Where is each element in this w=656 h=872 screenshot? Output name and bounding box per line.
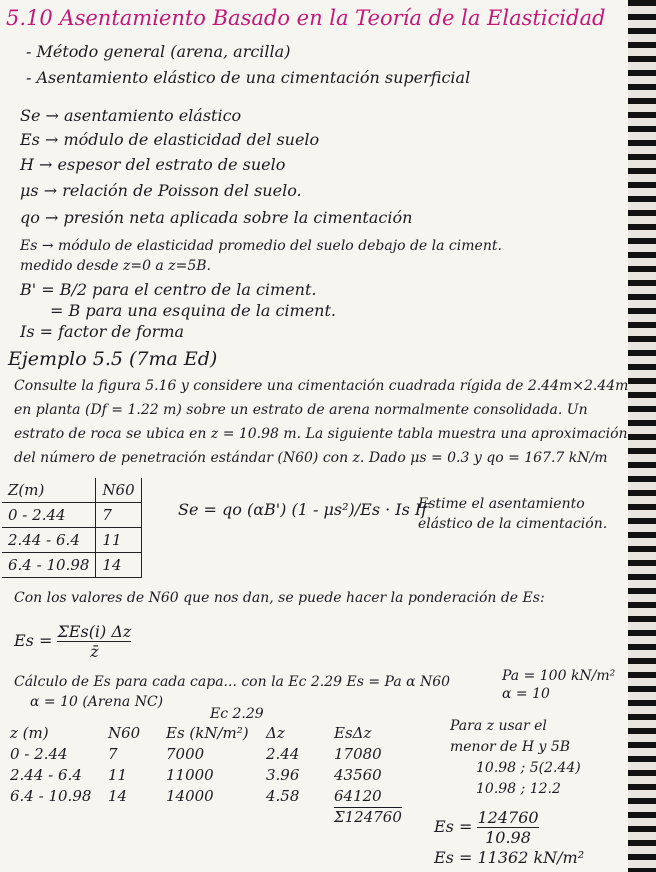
calc-header-es: Es (kN/m²): [166, 724, 249, 742]
calc-intro: Cálculo de Es para cada capa... con la Ec 2.29 Es = Pa α N60: [14, 674, 451, 690]
problem-line-1: Consulte la figura 5.16 y considere una cimentación cuadrada rígida de 2.44m×2.44m: [14, 378, 629, 394]
table-cell: 2.44 - 6.4: [2, 528, 96, 553]
definition-es: Es → módulo de elasticidad del suelo: [20, 130, 320, 149]
calc-cell: 6.4 - 10.98: [10, 787, 92, 805]
z-note-line: 10.98 ; 5(2.44): [476, 760, 581, 776]
settlement-formula: Se = qo (αB') (1 - μs²)/Es · Is If: [178, 500, 428, 519]
calc-header-n60: N60: [108, 724, 141, 742]
calc-sum: Σ124760: [334, 808, 402, 826]
table-header-z: Z(m): [2, 478, 96, 503]
calc-cell: 7: [108, 745, 118, 763]
calc-col-z: [10, 724, 91, 808]
calc-cell: 4.58: [266, 787, 300, 805]
example-title: Ejemplo 5.5 (7ma Ed): [8, 348, 218, 370]
weighting-denominator: z̄: [90, 642, 99, 661]
calc-col-dz: [266, 724, 299, 808]
result-numerator: 124760: [477, 808, 539, 827]
given-table: [2, 478, 142, 578]
table-row: [2, 478, 141, 503]
method-line-1: - Método general (arena, arcilla): [26, 42, 291, 61]
problem-line-3: estrato de roca se ubica en z = 10.98 m. La siguiente tabla muestra una aproximación: [14, 426, 628, 442]
calc-col-esdz: [334, 724, 402, 829]
calc-cell: 11: [108, 766, 128, 784]
calc-header-esdz: EsΔz: [334, 724, 372, 742]
definition-se: Se → asentamiento elástico: [20, 106, 242, 125]
calc-cell: 0 - 2.44: [10, 745, 68, 763]
result-denominator: 10.98: [485, 828, 531, 847]
definition-is: Is = factor de forma: [20, 322, 185, 341]
definition-qo: qo → presión neta aplicada sobre la cimentación: [20, 208, 413, 227]
table-cell: 7: [96, 503, 141, 528]
result-final: Es = 11362 kN/m²: [434, 848, 585, 867]
calc-cell: 3.96: [266, 766, 300, 784]
table-row: [2, 553, 141, 578]
z-note-line: Para z usar el: [450, 718, 547, 734]
estimate-line-2: elástico de la cimentación.: [418, 516, 608, 532]
weighting-lhs: Es =: [14, 631, 53, 650]
table-header-n60: N60: [96, 478, 141, 503]
calc-header-dz: Δz: [266, 724, 285, 742]
calc-col-es: [166, 724, 249, 808]
table-cell: 14: [96, 553, 141, 578]
calc-cell: 2.44: [266, 745, 300, 763]
table-row: [2, 528, 141, 553]
calc-cell: 2.44 - 6.4: [10, 766, 82, 784]
calc-cell: 64120: [334, 787, 382, 805]
calc-cell: 43560: [334, 766, 382, 784]
definition-b-corner: = B para una esquina de la ciment.: [50, 301, 336, 320]
calc-cell: 7000: [166, 745, 205, 763]
calc-cell: 11000: [166, 766, 214, 784]
weighting-formula: [14, 622, 131, 661]
z-note-line: menor de H y 5B: [450, 739, 571, 755]
definition-mus: μs → relación de Poisson del suelo.: [20, 181, 302, 200]
table-row: [2, 503, 141, 528]
table-cell: 6.4 - 10.98: [2, 553, 96, 578]
calc-cell: 17080: [334, 745, 382, 763]
definition-b-center: B' = B/2 para el centro de la ciment.: [20, 280, 317, 299]
estimate-line-1: Estime el asentamiento: [418, 496, 585, 512]
notebook-spiral: [628, 0, 656, 872]
calc-header-z: z (m): [10, 724, 49, 742]
result-lhs: Es =: [434, 817, 473, 836]
definition-es-range: medido desde z=0 a z=5B.: [20, 258, 211, 274]
alpha-line: α = 10 (Arena NC): [30, 694, 164, 710]
page-title: 5.10 Asentamiento Basado en la Teoría de la Elasticidad: [6, 6, 606, 30]
calc-col-n60: [108, 724, 140, 808]
result-fraction: [434, 808, 539, 847]
definition-es-prom: Es → módulo de elasticidad promedio del suelo debajo de la ciment.: [20, 238, 502, 254]
weighting-numerator: ΣEs(i) Δz: [57, 622, 132, 641]
definition-h: H → espesor del estrato de suelo: [20, 155, 286, 174]
method-line-2: - Asentamiento elástico de una cimentación superficial: [26, 68, 471, 87]
brace-pa: Pa = 100 kN/m²: [502, 668, 616, 684]
table-cell: 0 - 2.44: [2, 503, 96, 528]
problem-line-4: del número de penetración estándar (N60) con z. Dado μs = 0.3 y qo = 167.7 kN/m: [14, 450, 608, 466]
z-note: [450, 718, 581, 802]
brace-alpha: α = 10: [502, 686, 550, 702]
calc-cell: 14: [108, 787, 128, 805]
table-cell: 11: [96, 528, 141, 553]
ec-label: Ec 2.29: [210, 706, 264, 722]
weighting-text: Con los valores de N60 que nos dan, se puede hacer la ponderación de Es:: [14, 590, 545, 606]
z-note-line: 10.98 ; 12.2: [476, 781, 561, 797]
problem-line-2: en planta (Df = 1.22 m) sobre un estrato de arena normalmente consolidada. Un: [14, 402, 588, 418]
calc-cell: 14000: [166, 787, 214, 805]
